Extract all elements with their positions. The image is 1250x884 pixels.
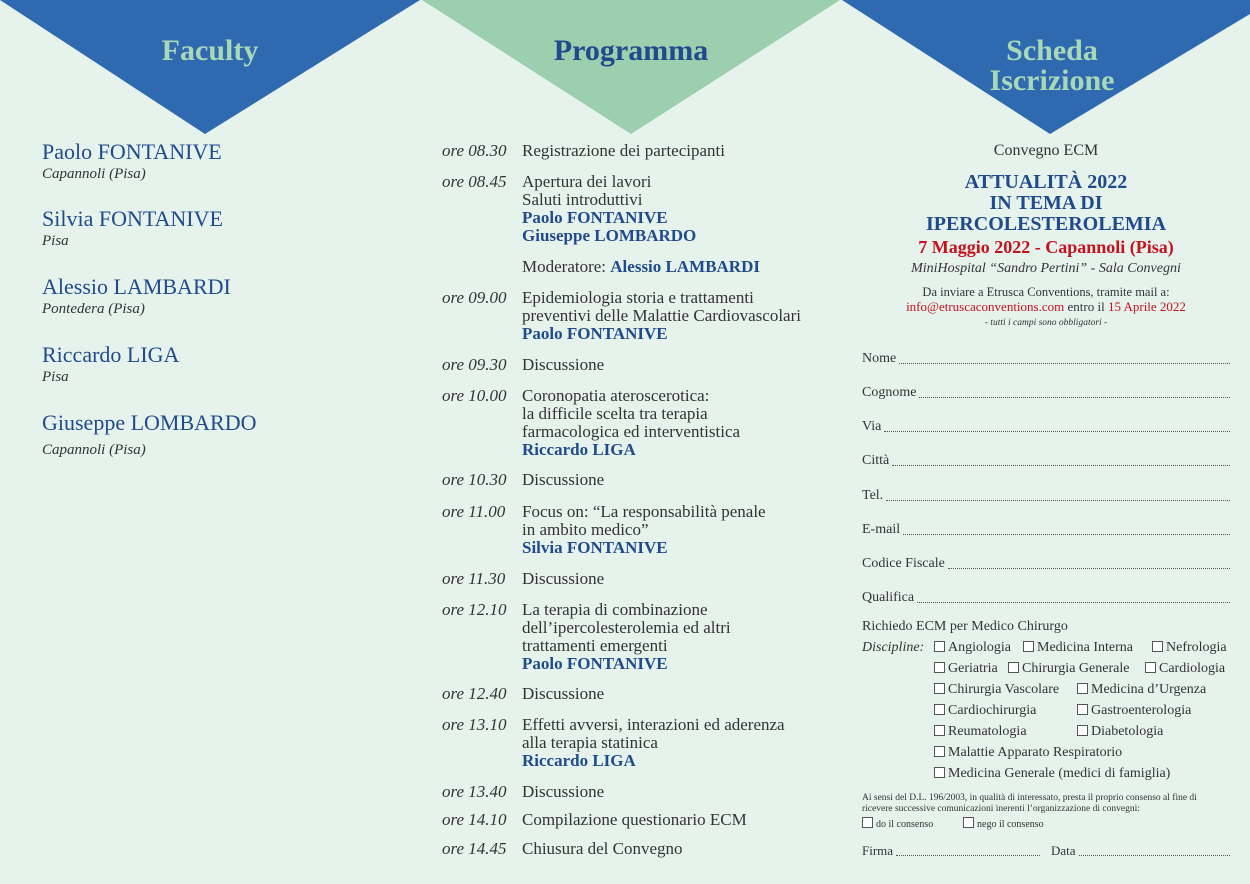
event-title-line: IPERCOLESTEROLEMIA <box>925 213 1167 235</box>
program-item <box>442 716 785 770</box>
faculty-member <box>42 410 257 459</box>
moderator-label: Moderatore: <box>522 257 611 276</box>
checkbox-box[interactable] <box>963 817 974 828</box>
program-time: ore 11.00 <box>442 502 506 521</box>
event-title <box>862 172 1230 235</box>
checkbox-medicina-interna[interactable]: Medicina Interna <box>1023 640 1133 656</box>
programma-banner <box>422 0 840 134</box>
program-line: preventivi delle Malattie Cardiovascolari <box>522 306 801 325</box>
checkbox-nefrologia[interactable]: Nefrologia <box>1152 640 1227 656</box>
faculty-city: Capannoli (Pisa) <box>42 166 146 182</box>
program-time: ore 10.30 <box>442 470 507 489</box>
event-title-line: IN TEMA DI <box>989 192 1103 214</box>
faculty-city: Pisa <box>42 233 69 249</box>
programma-heading: Programma <box>553 34 709 67</box>
program-line: Discussione <box>522 782 605 801</box>
program-speaker: Paolo FONTANIVE <box>522 208 668 227</box>
faculty-name: Paolo FONTANIVE <box>42 139 222 164</box>
email-link[interactable]: info@etruscaconventions.com <box>906 299 1065 314</box>
faculty-member <box>42 206 223 250</box>
field-label: Via <box>862 419 882 434</box>
scheda-heading-line2: Iscrizione <box>989 64 1115 97</box>
program-line: trattamenti emergenti <box>522 636 668 655</box>
checkbox-diabetologia[interactable]: Diabetologia <box>1077 724 1163 740</box>
program-item <box>442 387 740 459</box>
checkbox-box[interactable] <box>934 662 945 673</box>
send-instructions: Da inviare a Etrusca Conventions, tramite mail a: <box>922 285 1170 299</box>
program-speaker: Paolo FONTANIVE <box>522 324 668 343</box>
program-item <box>442 173 696 245</box>
deadline: 15 Aprile 2022 <box>1107 299 1186 314</box>
checkbox-malattie-respiratorio[interactable]: Malattie Apparato Respiratorio <box>934 745 1122 761</box>
convegno-label: Convegno ECM <box>993 142 1099 159</box>
privacy-text: Ai sensi del D.L. 196/2003, in qualità di interessato, presta il proprio consenso al fine di ricevere successive comunicazioni inerenti l’organizzazione di convegni: <box>862 793 1197 814</box>
faculty-city: Pisa <box>42 369 69 385</box>
program-line: in ambito medico” <box>522 520 649 539</box>
faculty-name: Silvia FONTANIVE <box>42 206 223 231</box>
program-item <box>442 601 731 673</box>
scheda-heading <box>952 36 1152 96</box>
field-label: Qualifica <box>862 590 915 605</box>
program-line: Apertura dei lavori <box>522 172 652 191</box>
checkbox-angiologia[interactable]: Angiologia <box>934 640 1011 656</box>
faculty-city: Pontedera (Pisa) <box>42 301 145 317</box>
checkbox-do-consenso[interactable]: do il consenso <box>862 817 933 830</box>
program-line: farmacologica ed interventistica <box>522 422 741 441</box>
checkbox-medicina-generale[interactable]: Medicina Generale (medici di famiglia) <box>934 766 1170 782</box>
program-item <box>442 289 801 343</box>
faculty-banner <box>0 0 420 134</box>
program-time: ore 09.00 <box>442 288 507 307</box>
checkbox-box[interactable] <box>1077 704 1088 715</box>
faculty-name: Alessio LAMBARDI <box>42 274 231 299</box>
program-line: la difficile scelta tra terapia <box>522 404 708 423</box>
checkbox-box[interactable] <box>1008 662 1019 673</box>
checkbox-box[interactable] <box>1023 641 1034 652</box>
checkbox-box[interactable] <box>1077 683 1088 694</box>
program-speaker: Silvia FONTANIVE <box>522 538 668 557</box>
program-time: ore 14.45 <box>442 839 507 858</box>
program-line: Coronopatia ateroscerotica: <box>522 386 710 405</box>
program-speaker: Riccardo LIGA <box>522 751 636 770</box>
program-speaker: Paolo FONTANIVE <box>522 654 668 673</box>
program-line: La terapia di combinazione <box>522 600 708 619</box>
field-label: Nome <box>862 351 897 366</box>
faculty-name: Riccardo LIGA <box>42 342 180 367</box>
field-via[interactable] <box>862 419 1230 435</box>
program-item <box>442 142 725 160</box>
richiedo-label: Richiedo ECM per Medico Chirurgo <box>862 619 1068 634</box>
field-firma[interactable] <box>862 843 1040 859</box>
checkbox-box[interactable] <box>934 641 945 652</box>
program-line: Epidemiologia storia e trattamenti <box>522 288 754 307</box>
faculty-city: Capannoli (Pisa) <box>42 442 146 458</box>
faculty-member <box>42 342 179 386</box>
checkbox-box[interactable] <box>934 767 945 778</box>
send-email-line <box>862 299 1230 315</box>
scheda-heading-line1: Scheda <box>1006 34 1098 67</box>
field-label: Data <box>1051 843 1076 858</box>
program-time: ore 13.40 <box>442 782 507 801</box>
checkbox-cardiochirurgia[interactable]: Cardiochirurgia <box>934 703 1036 719</box>
checkbox-box[interactable] <box>862 817 873 828</box>
program-line: Discussione <box>522 355 605 374</box>
event-venue: MiniHospital “Sandro Pertini” - Sala Convegni <box>911 261 1181 276</box>
checkbox-geriatria[interactable]: Geriatria <box>934 661 998 677</box>
field-label: Città <box>862 453 890 468</box>
field-label: Cognome <box>862 385 917 400</box>
checkbox-medicina-urgenza[interactable]: Medicina d’Urgenza <box>1077 682 1206 698</box>
faculty-name: Giuseppe LOMBARDO <box>42 410 257 435</box>
program-item <box>442 570 604 588</box>
field-citta[interactable] <box>862 453 1230 469</box>
program-time: ore 11.30 <box>442 569 506 588</box>
program-time: ore 08.30 <box>442 141 507 160</box>
event-title-line: ATTUALITÀ 2022 <box>964 171 1128 193</box>
program-item <box>442 503 766 557</box>
program-speaker: Giuseppe LOMBARDO <box>522 226 697 245</box>
program-speaker: Riccardo LIGA <box>522 440 636 459</box>
faculty-heading: Faculty <box>161 34 259 67</box>
checkbox-cardiologia[interactable]: Cardiologia <box>1145 661 1225 677</box>
checkbox-chirurgia-vascolare[interactable]: Chirurgia Vascolare <box>934 682 1059 698</box>
checkbox-reumatologia[interactable]: Reumatologia <box>934 724 1027 740</box>
program-line: Compilazione questionario ECM <box>522 810 747 829</box>
checkbox-box[interactable] <box>1152 641 1163 652</box>
faculty-member <box>42 139 222 183</box>
field-nome[interactable] <box>862 351 1230 367</box>
program-item <box>442 685 604 703</box>
program-item <box>442 811 747 829</box>
field-data[interactable] <box>1051 843 1230 859</box>
program-line: Discussione <box>522 569 605 588</box>
checkbox-box[interactable] <box>1145 662 1156 673</box>
required-note: - tutti i campi sono obbligatori - <box>984 318 1108 328</box>
entro-text: entro il <box>1064 299 1108 314</box>
program-time: ore 08.45 <box>442 172 507 191</box>
event-date-place: 7 Maggio 2022 - Capannoli (Pisa) <box>918 237 1174 257</box>
program-time: ore 12.40 <box>442 684 507 703</box>
program-item <box>442 840 683 858</box>
program-line: Discussione <box>522 684 605 703</box>
program-line: Registrazione dei partecipanti <box>522 141 725 160</box>
field-codice-fiscale[interactable] <box>862 556 1230 572</box>
checkbox-box[interactable] <box>934 725 945 736</box>
field-label: E-mail <box>862 522 901 537</box>
program-item <box>442 258 760 276</box>
program-line: Effetti avversi, interazioni ed aderenza <box>522 715 785 734</box>
program-time: ore 14.10 <box>442 810 507 829</box>
field-email[interactable] <box>862 522 1230 538</box>
program-speaker: Alessio LAMBARDI <box>610 257 760 276</box>
field-label: Tel. <box>862 488 884 503</box>
checkbox-nego-consenso[interactable]: nego il consenso <box>963 817 1044 830</box>
faculty-member <box>42 274 231 318</box>
field-tel[interactable] <box>862 488 1230 504</box>
checkbox-gastroenterologia[interactable]: Gastroenterologia <box>1077 703 1191 719</box>
field-qualifica[interactable] <box>862 590 1230 606</box>
program-time: ore 09.30 <box>442 355 507 374</box>
program-time: ore 12.10 <box>442 600 507 619</box>
program-line: Focus on: “La responsabilità penale <box>522 502 766 521</box>
field-label: Firma <box>862 843 894 858</box>
program-line: dell’ipercolesterolemia ed altri <box>522 618 731 637</box>
checkbox-box[interactable] <box>1077 725 1088 736</box>
checkbox-box[interactable] <box>934 683 945 694</box>
program-line: alla terapia statinica <box>522 733 658 752</box>
program-line: Saluti introduttivi <box>522 190 643 209</box>
checkbox-box[interactable] <box>934 746 945 757</box>
program-time: ore 13.10 <box>442 715 507 734</box>
program-line: Discussione <box>522 470 605 489</box>
field-label: Codice Fiscale <box>862 556 945 571</box>
program-line: Chiusura del Convegno <box>522 839 683 858</box>
program-item <box>442 471 604 489</box>
program-item <box>442 783 604 801</box>
checkbox-box[interactable] <box>934 704 945 715</box>
program-time: ore 10.00 <box>442 386 507 405</box>
program-item <box>442 356 604 374</box>
discipline-label: Discipline: <box>862 640 925 655</box>
field-cognome[interactable] <box>862 385 1230 401</box>
checkbox-chirurgia-generale[interactable]: Chirurgia Generale <box>1008 661 1129 677</box>
